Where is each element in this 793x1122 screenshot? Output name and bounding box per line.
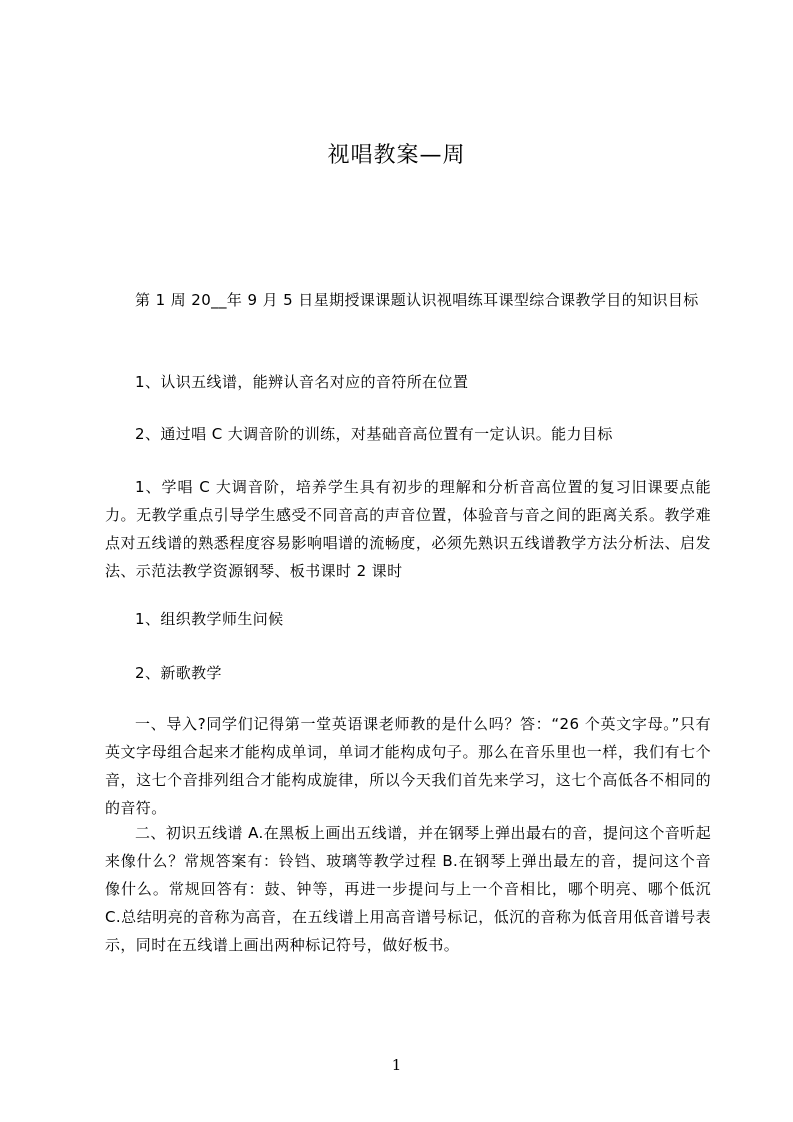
paragraph-step-1: 1、组织教学师生问候 [135,610,284,628]
paragraph-lesson-info: 第 1 周 20__年 9 月 5 日星期授课课题认识视唱练耳课型综合课教学目的知识目标 [135,291,699,309]
paragraph-knowledge-goal-2: 2、通过唱 C 大调音阶的训练，对基础音高位置有一定认识。能力目标 [135,425,613,443]
paragraph-staff-intro: 二、初识五线谱 A.在黑板上画出五线谱，并在钢琴上弹出最右的音，提问这个音听起来像什么？常规答案有：铃铛、玻璃等教学过程 B.在钢琴上弹出最左的音，提问这个音像什么。常规回答有：鼓、钟等，再进一步提问与上一个音相比，哪个明亮、哪个低沉 C.总结明亮的音称为高音，在五线谱上用高音谱号标记，低沉的音称为低音用低音谱号表示，同时在五线谱上画出两种标记符号，做好板书。 [105,824,711,954]
page-number: 1 [391,1056,402,1074]
paragraph-knowledge-goal-1: 1、认识五线谱，能辨认音名对应的音符所在位置 [135,373,469,391]
paragraph-introduction: 一、导入?同学们记得第一堂英语课老师教的是什么吗？答：“26 个英文字母。”只有英文字母组合起来才能构成单词，单词才能构成句子。那么在音乐里也一样，我们有七个音，这七个音排列组合才能构成旋律，所以今天我们首先来学习，这七个高低各不相同的的音符。 [105,715,711,817]
document-title: 视唱教案—周 [327,143,466,168]
paragraph-step-2: 2、新歌教学 [135,664,222,682]
paragraph-ability-goal: 1、学唱 C 大调音阶，培养学生具有初步的理解和分析音高位置的复习旧课要点能力。无教学重点引导学生感受不同音高的声音位置，体验音与音之间的距离关系。教学难点对五线谱的熟悉程度容易影响唱谱的流畅度，必须先熟识五线谱教学方法分析法、启发法、示范法教学资源钢琴、板书课时 2 课时 [105,478,711,580]
